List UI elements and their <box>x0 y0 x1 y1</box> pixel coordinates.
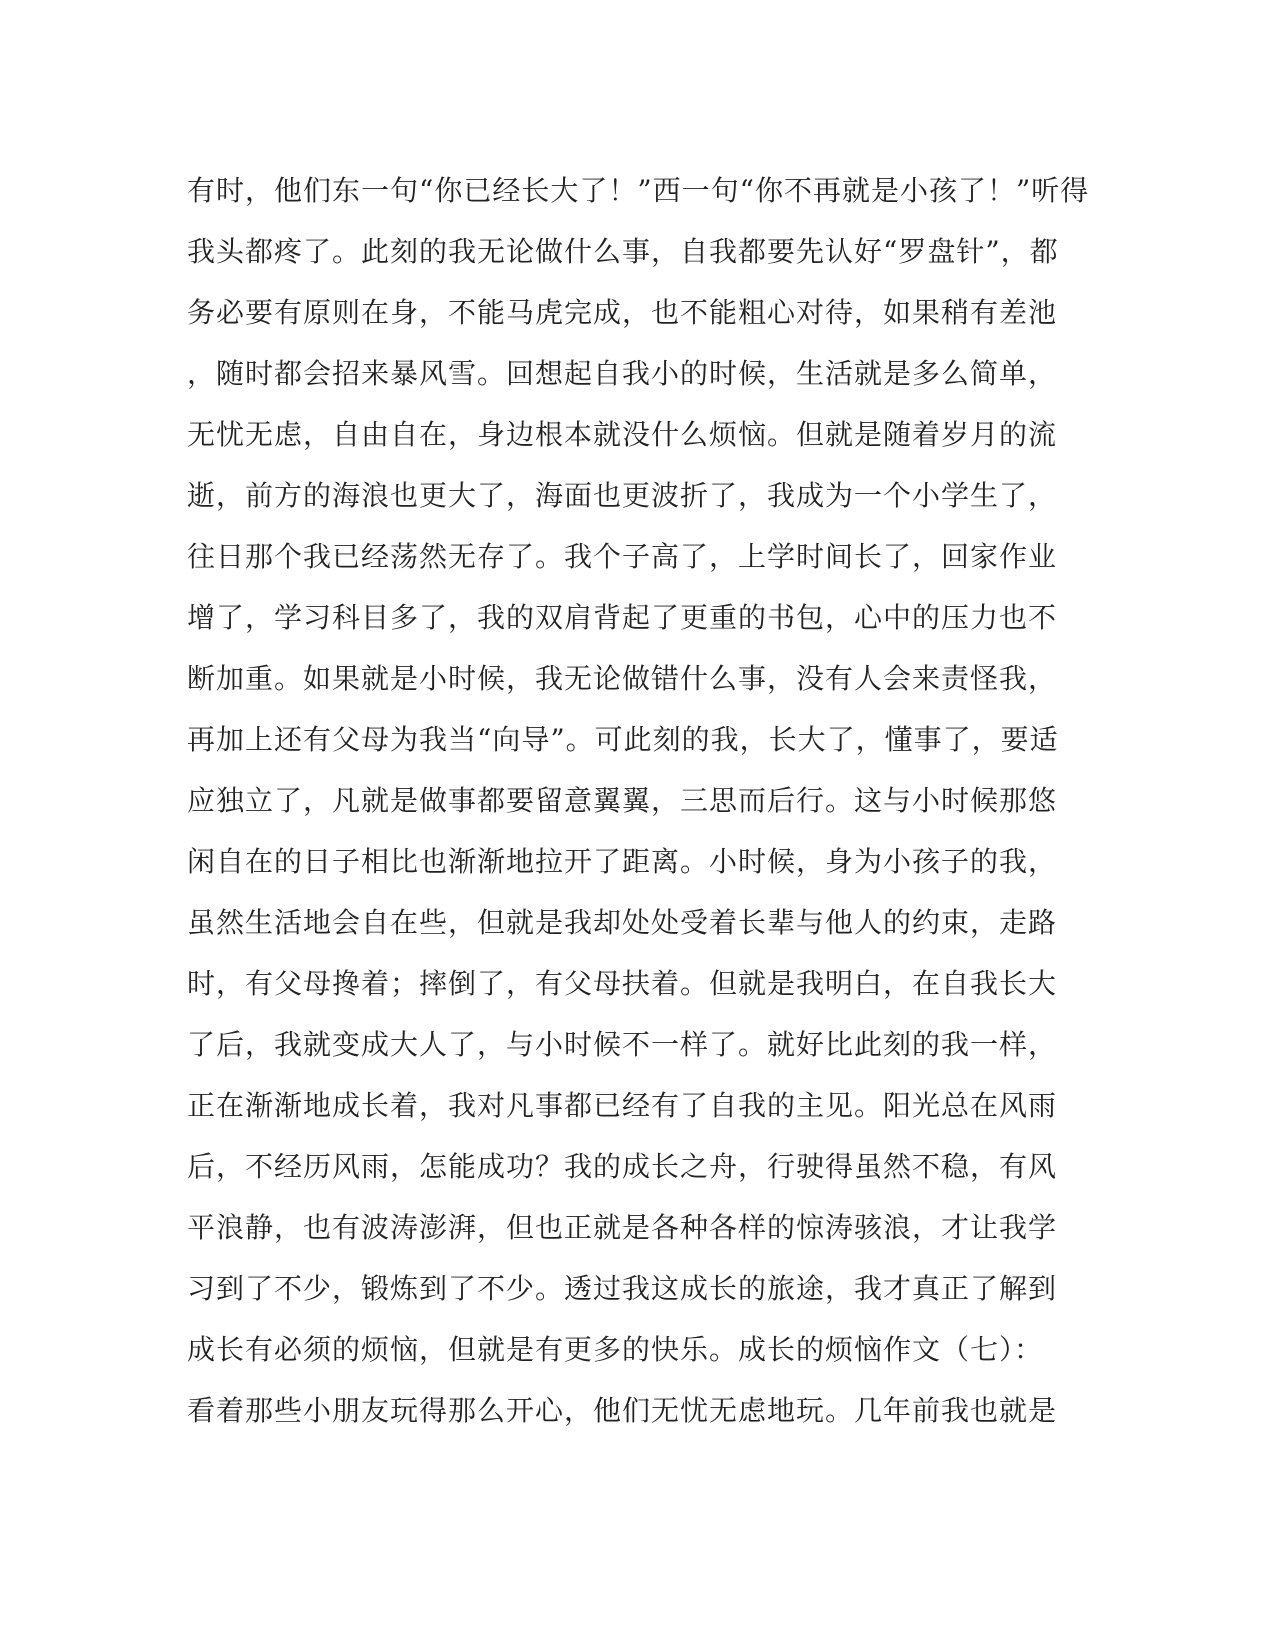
text-line: 闲自在的日子相比也渐渐地拉开了距离。小时候，身为小孩子的我， <box>187 845 1058 878</box>
text-line: 成长有必须的烦恼，但就是有更多的快乐。成长的烦恼作文（七）： <box>187 1333 1044 1366</box>
text-line: 平浪静，也有波涛澎湃，但也正就是各种各样的惊涛骇浪，才让我学 <box>187 1211 1058 1244</box>
text-line: 断加重。如果就是小时候，我无论做错什么事，没有人会来责怪我， <box>187 662 1058 695</box>
text-line: 再加上还有父母为我当“向导”。可此刻的我，长大了，懂事了，要适 <box>187 723 1059 756</box>
text-line: 逝，前方的海浪也更大了，海面也更波折了，我成为一个小学生了， <box>187 479 1058 512</box>
text-line: 应独立了，凡就是做事都要留意翼翼，三思而后行。这与小时候那悠 <box>187 784 1058 817</box>
text-line: 务必要有原则在身，不能马虎完成，也不能粗心对待，如果稍有差池 <box>187 296 1058 329</box>
text-line: 习到了不少，锻炼到了不少。透过我这成长的旅途，我才真正了解到 <box>187 1272 1058 1305</box>
text-line: 后，不经历风雨，怎能成功？我的成长之舟，行驶得虽然不稳，有风 <box>187 1150 1058 1183</box>
text-line: 时，有父母搀着；摔倒了，有父母扶着。但就是我明白，在自我长大 <box>187 967 1058 1000</box>
text-line: 我头都疼了。此刻的我无论做什么事，自我都要先认好“罗盘针”，都 <box>187 235 1059 268</box>
text-line: 无忧无虑，自由自在，身边根本就没什么烦恼。但就是随着岁月的流 <box>187 418 1058 451</box>
text-line: 增了，学习科目多了，我的双肩背起了更重的书包，心中的压力也不 <box>187 601 1058 634</box>
body-text <box>187 160 1090 1441</box>
text-line: 看着那些小朋友玩得那么开心，他们无忧无虑地玩。几年前我也就是 <box>187 1394 1058 1427</box>
text-line: 了后，我就变成大人了，与小时候不一样了。就好比此刻的我一样， <box>187 1028 1058 1061</box>
text-line: 往日那个我已经荡然无存了。我个子高了，上学时间长了，回家作业 <box>187 540 1058 573</box>
text-line: 虽然生活地会自在些，但就是我却处处受着长辈与他人的约束，走路 <box>187 906 1058 939</box>
text-line: ，随时都会招来暴风雪。回想起自我小的时候，生活就是多么简单， <box>187 357 1058 390</box>
text-line: 有时，他们东一句“你已经长大了！”西一句“你不再就是小孩了！”听得 <box>187 174 1090 207</box>
text-line: 正在渐渐地成长着，我对凡事都已经有了自我的主见。阳光总在风雨 <box>187 1089 1058 1122</box>
